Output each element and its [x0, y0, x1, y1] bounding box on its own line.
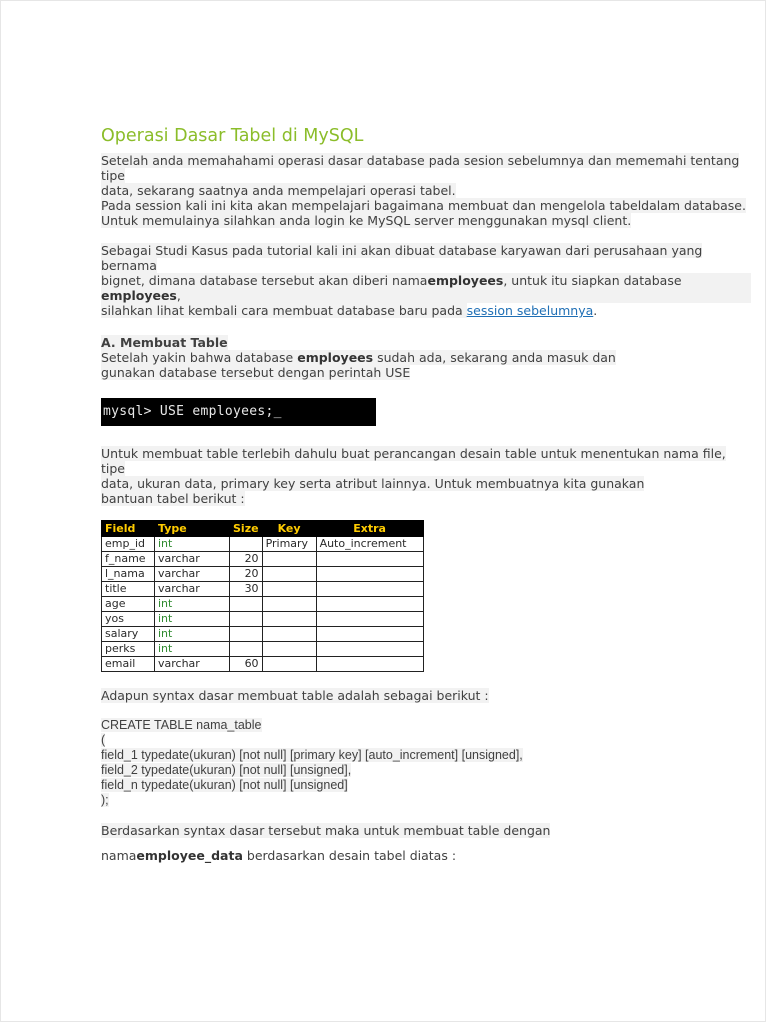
intro-line: Pada session kali ini kita akan mempelajari bagaimana membuat dan mengelola tabeldalam database.	[101, 198, 746, 213]
intro-line: Untuk memulainya silahkan anda login ke MySQL server menggunakan mysql client.	[101, 213, 632, 228]
case-text: silahkan lihat kembali cara membuat database baru pada	[101, 303, 467, 318]
syntax-line: (	[101, 733, 106, 747]
case-study-paragraph	[101, 243, 751, 318]
cell-size: 30	[230, 582, 263, 597]
closing-text: nama	[101, 848, 137, 863]
table-row	[102, 537, 424, 552]
session-link[interactable]: session sebelumnya	[466, 303, 594, 318]
section-a	[101, 335, 751, 380]
cell-size: 60	[230, 657, 263, 672]
cell-field: age	[102, 597, 155, 612]
syntax-line: field_n typedate(ukuran) [not null] [unsigned]	[101, 778, 348, 792]
cell-type: varchar	[155, 657, 230, 672]
col-header-extra: Extra	[316, 521, 423, 537]
cell-type: int	[155, 612, 230, 627]
cell-extra	[316, 582, 423, 597]
cell-extra	[316, 642, 423, 657]
section-text: Setelah yakin bahwa database	[101, 350, 298, 365]
section-text: sudah ada, sekarang anda masuk dan	[373, 350, 616, 365]
cell-field: title	[102, 582, 155, 597]
section-heading: A. Membuat Table	[101, 335, 228, 350]
cell-type: int	[155, 537, 230, 552]
cell-key	[262, 582, 316, 597]
table-name-bold: employee_data	[136, 848, 243, 863]
cell-type: varchar	[155, 582, 230, 597]
syntax-line: CREATE TABLE nama_table	[101, 718, 262, 732]
cell-field: salary	[102, 627, 155, 642]
cell-key: Primary	[262, 537, 316, 552]
cell-extra: Auto_increment	[316, 537, 423, 552]
closing-text: berdasarkan desain tabel diatas :	[242, 848, 457, 863]
design-line: Untuk membuat table terlebih dahulu buat perancangan desain table untuk menentukan nama file, tipe	[101, 446, 726, 476]
cell-extra	[316, 597, 423, 612]
cell-size	[230, 642, 263, 657]
col-header-type: Type	[155, 521, 230, 537]
cell-extra	[316, 567, 423, 582]
cell-field: perks	[102, 642, 155, 657]
cell-type: varchar	[155, 567, 230, 582]
intro-line: data, sekarang saatnya anda mempelajari operasi tabel.	[101, 183, 456, 198]
cell-size	[230, 612, 263, 627]
cell-field: l_nama	[102, 567, 155, 582]
page-title: Operasi Dasar Tabel di MySQL	[101, 126, 364, 146]
cell-size: 20	[230, 567, 263, 582]
syntax-block	[101, 718, 751, 808]
table-row	[102, 597, 424, 612]
cell-field: yos	[102, 612, 155, 627]
cell-field: emp_id	[102, 537, 155, 552]
col-header-size: Size	[230, 521, 263, 537]
cell-key	[262, 612, 316, 627]
col-header-field: Field	[102, 521, 155, 537]
closing-line: Berdasarkan syntax dasar tersebut maka untuk membuat table dengan	[101, 823, 551, 838]
cell-type: int	[155, 597, 230, 612]
field-design-table	[101, 520, 424, 672]
design-line: data, ukuran data, primary key serta atribut lainnya. Untuk membuatnya kita gunakan	[101, 476, 645, 491]
cell-key	[262, 552, 316, 567]
case-text: .	[593, 303, 598, 318]
cell-type: varchar	[155, 552, 230, 567]
cell-size	[230, 627, 263, 642]
syntax-line: );	[101, 793, 109, 807]
table-row	[102, 627, 424, 642]
table-row	[102, 582, 424, 597]
case-text: , untuk itu siapkan database	[503, 273, 682, 288]
case-text: ,	[176, 288, 181, 303]
db-name-bold: employees	[101, 288, 177, 303]
cell-key	[262, 642, 316, 657]
field-table-image	[101, 520, 751, 672]
cell-field: email	[102, 657, 155, 672]
cell-key	[262, 627, 316, 642]
cell-size	[230, 597, 263, 612]
cell-key	[262, 597, 316, 612]
cell-extra	[316, 612, 423, 627]
design-paragraph	[101, 446, 751, 506]
table-row	[102, 642, 424, 657]
cell-field: f_name	[102, 552, 155, 567]
section-text: gunakan database tersebut dengan perintah USE	[101, 365, 411, 380]
table-row	[102, 567, 424, 582]
db-name-bold: employees	[427, 273, 504, 288]
cell-key	[262, 657, 316, 672]
syntax-line: field_2 typedate(ukuran) [not null] [unsigned],	[101, 763, 352, 777]
cell-size: 20	[230, 552, 263, 567]
table-row	[102, 552, 424, 567]
article-body	[101, 125, 751, 863]
table-row	[102, 612, 424, 627]
case-line: Sebagai Studi Kasus pada tutorial kali ini akan dibuat database karyawan dari perusahaan yang bernama	[101, 243, 703, 273]
cell-extra	[316, 657, 423, 672]
cell-key	[262, 567, 316, 582]
cell-extra	[316, 627, 423, 642]
design-line: bantuan tabel berikut :	[101, 491, 245, 506]
col-header-key: Key	[262, 521, 316, 537]
cell-type: int	[155, 627, 230, 642]
table-row	[102, 657, 424, 672]
cell-type: int	[155, 642, 230, 657]
syntax-intro: Adapun syntax dasar membuat table adalah sebagai berikut :	[101, 688, 489, 703]
cell-extra	[316, 552, 423, 567]
db-name-bold: employees	[297, 350, 374, 365]
case-text: bignet, dimana database tersebut akan diberi nama	[101, 273, 428, 288]
syntax-line: field_1 typedate(ukuran) [not null] [primary key] [auto_increment] [unsigned],	[101, 748, 523, 762]
intro-paragraph	[101, 153, 751, 228]
cell-size	[230, 537, 263, 552]
intro-line: Setelah anda memahahami operasi dasar database pada sesion sebelumnya dan mememahi tentang tipe	[101, 153, 740, 183]
terminal-screenshot: mysql> USE employees;_	[101, 398, 376, 426]
table-header-row	[102, 521, 424, 537]
